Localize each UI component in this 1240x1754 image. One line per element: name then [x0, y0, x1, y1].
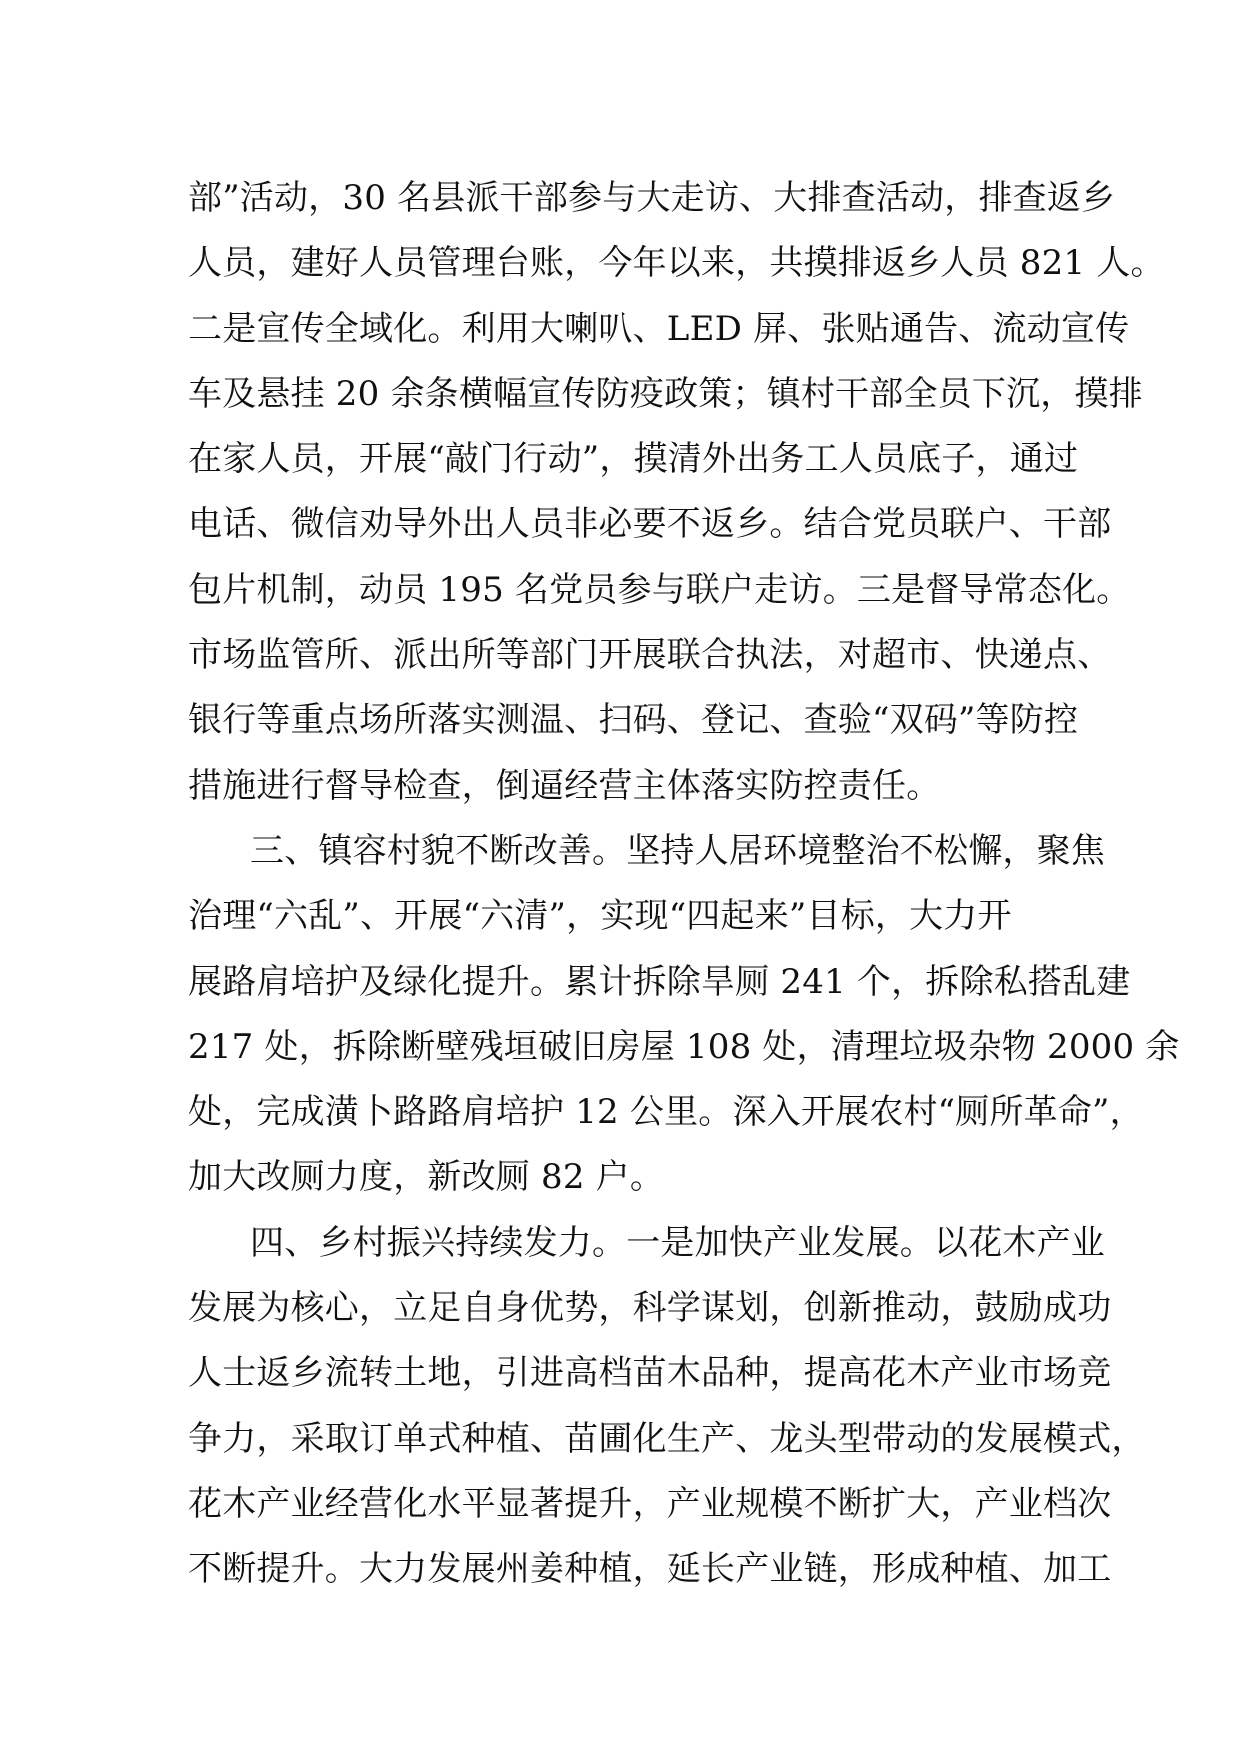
- text-line: 三、镇容村貌不断改善。坚持人居环境整治不松懈，聚焦: [250, 830, 1105, 871]
- paragraph-3: [188, 1211, 1146, 1603]
- text-line: 人员，建好人员管理台账，今年以来，共摸排返乡人员 821 人。: [188, 243, 1165, 284]
- text-line: 治理“六乱”、开展“六清”，实现“四起来”目标，大力开: [188, 896, 1012, 937]
- text-line: 四、乡村振兴持续发力。一是加快产业发展。以花木产业: [250, 1222, 1105, 1263]
- text-line: 处，完成潢卜路路肩培护 12 公里。深入开展农村“厕所革命”，: [188, 1092, 1144, 1133]
- paragraph-2: [188, 819, 1180, 1211]
- text-line: 不断提升。大力发展州姜种植，延长产业链，形成种植、加工: [188, 1549, 1112, 1590]
- text-line: 包片机制，动员 195 名党员参与联户走访。三是督导常态化。: [188, 569, 1131, 610]
- text-line: 217 处，拆除断壁残垣破旧房屋 108 处，清理垃圾杂物 2000 余: [188, 1026, 1180, 1067]
- text-line: 二是宣传全域化。利用大喇叭、LED 屏、张贴通告、流动宣传: [188, 308, 1130, 349]
- text-line: 花木产业经营化水平显著提升，产业规模不断扩大，产业档次: [188, 1483, 1112, 1524]
- paragraph-1: [188, 166, 1165, 819]
- text-line: 人士返乡流转土地，引进高档苗木品种，提高花木产业市场竞: [188, 1353, 1112, 1394]
- text-line: 车及悬挂 20 余条横幅宣传防疫政策；镇村干部全员下沉，摸排: [188, 373, 1143, 414]
- text-line: 展路肩培护及绿化提升。累计拆除旱厕 241 个，拆除私搭乱建: [188, 961, 1131, 1002]
- text-line: 在家人员，开展“敲门行动”，摸清外出务工人员底子，通过: [188, 439, 1079, 480]
- text-line: 市场监管所、派出所等部门开展联合执法，对超市、快递点、: [188, 635, 1112, 676]
- text-line: 加大改厕力度，新改厕 82 户。: [188, 1157, 665, 1198]
- text-line: 措施进行督导检查，倒逼经营主体落实防控责任。: [188, 765, 941, 806]
- text-line: 发展为核心，立足自身优势，科学谋划，创新推动，鼓励成功: [188, 1288, 1112, 1329]
- text-line: 部”活动，30 名县派干部参与大走访、大排查活动，排查返乡: [188, 178, 1116, 218]
- text-line: 争力，采取订单式种植、苗圃化生产、龙头型带动的发展模式，: [188, 1418, 1146, 1459]
- text-line: 电话、微信劝导外出人员非必要不返乡。结合党员联户、干部: [188, 504, 1112, 545]
- document-body: [188, 166, 1180, 1603]
- text-line: 银行等重点场所落实测温、扫码、登记、查验“双码”等防控: [188, 700, 1079, 741]
